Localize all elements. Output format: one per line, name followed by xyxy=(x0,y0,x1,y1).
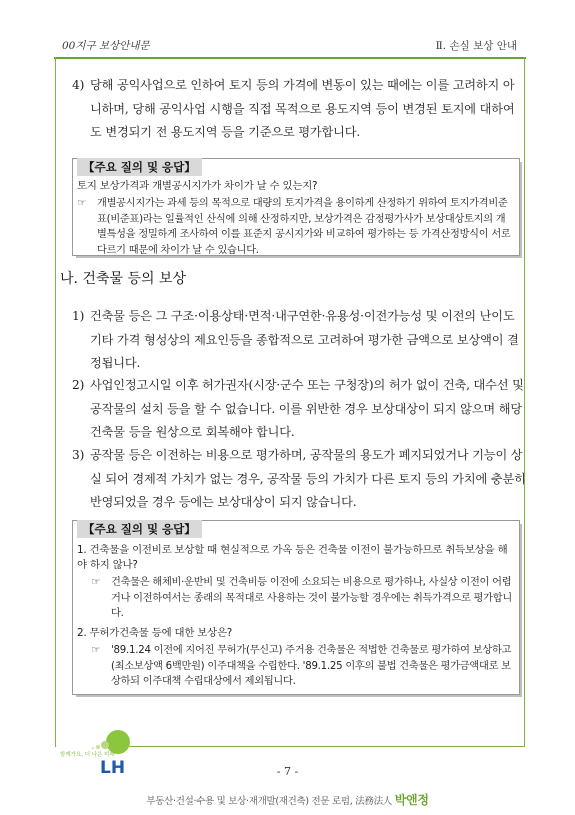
qa-box-1-title: 【주요 질의 및 응답】 xyxy=(77,158,202,176)
pointing-hand-icon-1: ☞ xyxy=(91,576,101,588)
qa-box-2-answer-2: '89.1.24 이전에 지어진 무허가(무신고) 주거용 건축물은 적법한 건축물로 평가하여 보상하고(최소보상액 6백만원) 이주대책을 수립한다. '89.1.25 이후의 불법 건축물은 평가금액대로 보상하되 이주대책 수립대상에서 제외됩니다. xyxy=(111,645,512,687)
frame-left-line xyxy=(55,57,56,747)
qa-box-2 xyxy=(72,520,520,695)
section-title: 나. 건축물 등의 보상 xyxy=(60,271,186,287)
item-3-paragraph xyxy=(72,444,526,514)
qa-box-2-question-1: 1. 건축물을 이전비로 보상할 때 현실적으로 가옥 등은 건축물 이전이 불가능하므로 취득보상을 해야 하지 않나? xyxy=(77,544,508,571)
item-3-text: 공작물 등은 이전하는 비용으로 평가하며, 공작물의 용도가 폐지되었거나 기능이 상실 되어 경제적 가치가 없는 경우, 공작물 등의 가치가 다른 토지 등의 가치에 충분히 반영되었을 경우 등에는 보상대상이 되지 않습니다. xyxy=(90,448,526,509)
pointing-hand-icon-2: ☞ xyxy=(91,644,101,656)
item-2-text: 사업인정고시일 이후 허가권자(시장·군수 또는 구청장)의 허가 없이 건축, 대수선 및 공작물의 설치 등을 할 수 없습니다. 이를 위반한 경우 보상대상이 되지 않으며 해당 건축물 등을 원상으로 회복해야 합니다. xyxy=(90,378,524,439)
logo-slogan: 함께가요, 더 나은 미래 xyxy=(60,752,115,758)
qa-box-2-title: 【주요 질의 및 응답】 xyxy=(77,520,202,538)
item-2-number: 2) xyxy=(72,378,85,392)
footer-tagline-text: 부동산·건설·수용 및 보상·재개발(재건축) 전문 로펌, 法務法人 xyxy=(146,796,392,807)
header-chapter-title: Ⅱ. 손실 보상 안내 xyxy=(435,40,517,52)
item-4-paragraph xyxy=(72,74,515,146)
qa-box-1-question: 토지 보상가격과 개별공시지가가 차이가 날 수 있는지? xyxy=(77,180,318,192)
page-number: - 7 - xyxy=(276,765,299,778)
frame-bottom-line xyxy=(124,746,525,747)
item-4-number: 4) xyxy=(72,78,85,92)
qa-box-2-answer-1: 건축물은 해체비·운반비 및 건축비등 이전에 소요되는 비용으로 평가하나, 사실상 이전이 어렵거나 이전하여서는 종래의 목적대로 사용하는 것이 불가능할 경우에는 취득가격으로 평가합니다. xyxy=(111,577,512,619)
item-1-number: 1) xyxy=(72,309,85,323)
qa-box-1-answer: 개별공시지가는 과세 등의 목적으로 대량의 토지가격을 용이하게 산정하기 위하여 토지가격비준표(비준표)라는 일률적인 산식에 의해 산정하지만, 보상가격은 감정평가사가 보상대상토지의 개별특성을 정밀하게 조사하여 이를 표준지 공시지가와 비교하여 평가하는 등 가격산정방식이 서로 다르기 때문에 차이가 날 수 있습니다. xyxy=(97,198,511,256)
item-4-text: 당해 공익사업으로 인하여 토지 등의 가격에 변동이 있는 때에는 이를 고려하지 아니하며, 당해 공익사업 시행을 직접 목적으로 용도지역 등이 변경된 토지에 대하여도 변경되기 전 용도지역 등을 기준으로 평가합니다. xyxy=(90,78,515,139)
qa-box-1 xyxy=(72,158,520,256)
item-3-number: 3) xyxy=(72,448,85,462)
header-document-title: 00지구 보상안내문 xyxy=(62,40,150,52)
item-1-text: 건축물 등은 그 구조·이용상태·면적·내구연한·유용성·이전가능성 및 이전의 난이도 기타 가격 형성상의 제요인등을 종합적으로 고려하여 평가한 금액으로 보상액이 결정됩니다. xyxy=(90,309,519,370)
footer-tagline xyxy=(0,791,575,808)
item-2-paragraph xyxy=(72,374,524,444)
footer-brand: 박앤정 xyxy=(394,793,429,807)
item-1-paragraph xyxy=(72,305,519,375)
pointing-hand-icon: ☞ xyxy=(77,197,87,209)
qa-box-2-question-2: 2. 무허가건축물 등에 대한 보상은? xyxy=(77,627,233,639)
frame-top-line xyxy=(54,57,526,59)
logo-lh-text: LH xyxy=(100,758,126,778)
